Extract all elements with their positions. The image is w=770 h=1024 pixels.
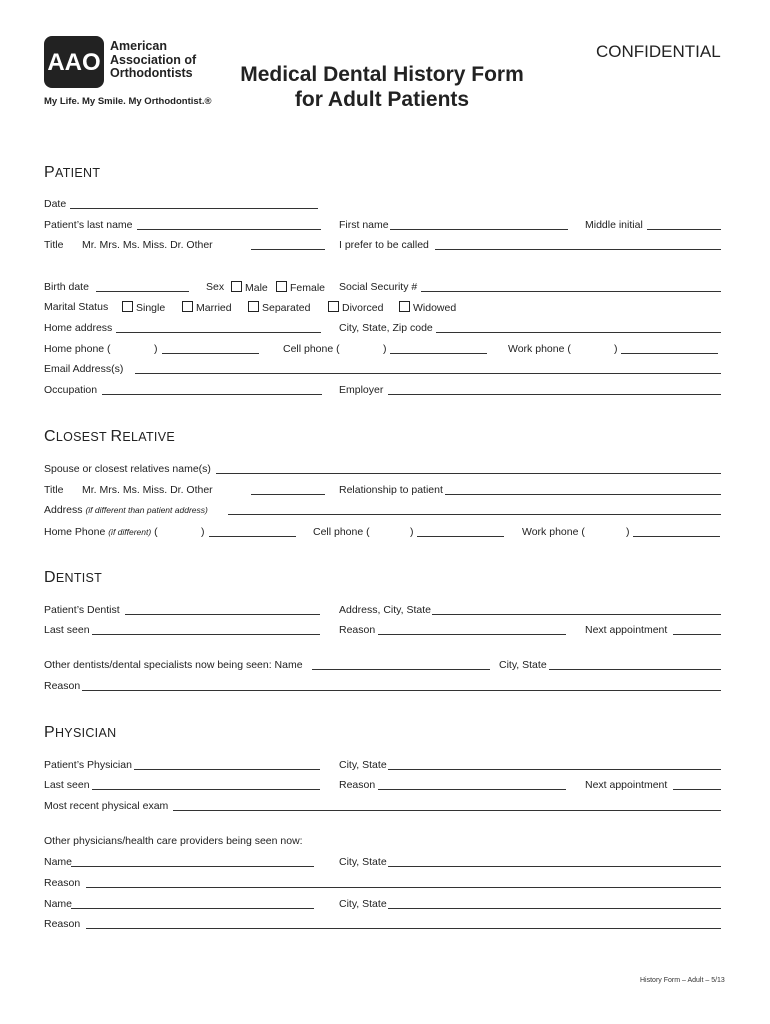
checkbox-icon[interactable] xyxy=(276,281,287,292)
work-phone-label: Work phone ( xyxy=(508,343,571,355)
provider2-reason-label: Reason xyxy=(44,918,81,930)
occupation-label: Occupation xyxy=(44,384,98,396)
work-phone-field[interactable] xyxy=(621,353,718,354)
recent-exam-label: Most recent physical exam xyxy=(44,800,169,812)
checkbox-icon[interactable] xyxy=(399,301,410,312)
city-state-zip-label: City, State, Zip code xyxy=(339,322,433,334)
first-name-field[interactable] xyxy=(390,229,568,230)
spouse-field[interactable] xyxy=(216,473,721,474)
spouse-label: Spouse or closest relatives name(s) xyxy=(44,463,211,475)
dentist-next-appt-field[interactable] xyxy=(673,634,721,635)
provider2-city-field[interactable] xyxy=(388,908,721,909)
provider2-reason-field[interactable] xyxy=(86,928,721,929)
other-dentists-city-label: City, State xyxy=(499,659,547,671)
physician-last-seen-field[interactable] xyxy=(92,789,320,790)
cell-phone-field[interactable] xyxy=(390,353,487,354)
provider1-city-field[interactable] xyxy=(388,866,721,867)
relative-work-phone-field[interactable] xyxy=(633,536,720,537)
relative-address-field[interactable] xyxy=(228,514,721,515)
other-dentists-city-field[interactable] xyxy=(549,669,721,670)
last-name-label: Patient’s last name xyxy=(44,219,133,231)
aao-logo-icon xyxy=(44,36,104,88)
occupation-field[interactable] xyxy=(102,394,322,395)
prefer-label: I prefer to be called xyxy=(339,239,429,251)
prefer-field[interactable] xyxy=(435,249,721,250)
cell-phone-label: Cell phone ( xyxy=(283,343,340,355)
city-state-zip-field[interactable] xyxy=(436,332,721,333)
tagline: My Life. My Smile. My Orthodontist.® xyxy=(44,96,212,107)
marital-single-option[interactable]: Single xyxy=(122,301,165,314)
other-providers-label: Other physicians/health care providers being seen now: xyxy=(44,835,303,847)
other-dentists-reason-label: Reason xyxy=(44,680,81,692)
physician-last-seen-label: Last seen xyxy=(44,779,90,791)
other-dentists-reason-field[interactable] xyxy=(82,690,721,691)
physician-city-label: City, State xyxy=(339,759,387,771)
section-patient-heading: PATIENT xyxy=(44,164,101,181)
home-address-label: Home address xyxy=(44,322,113,334)
ssn-field[interactable] xyxy=(421,291,721,292)
other-dentists-field[interactable] xyxy=(312,669,490,670)
provider1-city-label: City, State xyxy=(339,856,387,868)
physician-next-appt-field[interactable] xyxy=(673,789,721,790)
relative-cell-phone-field[interactable] xyxy=(417,536,504,537)
birth-date-field[interactable] xyxy=(96,291,189,292)
relative-home-phone-label: Home Phone (if different) ( xyxy=(44,526,158,538)
paren-close: ) xyxy=(383,343,387,355)
paren-close: ) xyxy=(626,526,630,538)
paren-close: ) xyxy=(410,526,414,538)
home-phone-field[interactable] xyxy=(162,353,259,354)
section-relative-heading: CLOSEST RELATIVE xyxy=(44,428,175,445)
provider2-city-label: City, State xyxy=(339,898,387,910)
recent-exam-field[interactable] xyxy=(173,810,721,811)
relative-home-phone-field[interactable] xyxy=(209,536,296,537)
dentist-address-label: Address, City, State xyxy=(339,604,432,616)
marital-widowed-option[interactable]: Widowed xyxy=(399,301,456,314)
title-options: Mr. Mrs. Ms. Miss. Dr. Other xyxy=(82,239,213,251)
checkbox-icon[interactable] xyxy=(122,301,133,312)
relationship-field[interactable] xyxy=(445,494,721,495)
marital-label: Marital Status xyxy=(44,301,109,313)
relative-address-label: Address (if different than patient address) xyxy=(44,504,208,516)
relative-cell-phone-label: Cell phone ( xyxy=(313,526,370,538)
section-dentist-heading: DENTIST xyxy=(44,569,103,586)
provider1-reason-label: Reason xyxy=(44,877,81,889)
checkbox-icon[interactable] xyxy=(182,301,193,312)
dentist-last-seen-field[interactable] xyxy=(92,634,320,635)
last-name-field[interactable] xyxy=(137,229,321,230)
employer-label: Employer xyxy=(339,384,384,396)
logo-text: American Association of Orthodontists xyxy=(110,39,197,80)
home-address-field[interactable] xyxy=(116,332,321,333)
title-label: Title xyxy=(44,239,64,251)
email-label: Email Address(s) xyxy=(44,363,124,375)
physician-next-appt-label: Next appointment xyxy=(585,779,668,791)
birth-date-label: Birth date xyxy=(44,281,89,293)
dentist-next-appt-label: Next appointment xyxy=(585,624,668,636)
relative-title-other-field[interactable] xyxy=(251,494,325,495)
relative-work-phone-label: Work phone ( xyxy=(522,526,585,538)
sex-male-option[interactable]: Male xyxy=(231,281,268,294)
dentist-last-seen-label: Last seen xyxy=(44,624,90,636)
checkbox-icon[interactable] xyxy=(328,301,339,312)
date-label: Date xyxy=(44,198,67,210)
confidential-label: CONFIDENTIAL xyxy=(596,42,721,61)
provider2-name-label: Name xyxy=(44,898,73,910)
marital-separated-option[interactable]: Separated xyxy=(248,301,310,314)
footer-text: History Form – Adult – 5/13 xyxy=(640,977,725,984)
physician-city-field[interactable] xyxy=(388,769,721,770)
relative-title-label: Title xyxy=(44,484,64,496)
paren-close: ) xyxy=(154,343,158,355)
home-phone-label: Home phone ( xyxy=(44,343,111,355)
middle-initial-label: Middle initial xyxy=(585,219,643,231)
patients-physician-label: Patient’s Physician xyxy=(44,759,132,771)
provider1-name-field[interactable] xyxy=(71,866,314,867)
provider1-reason-field[interactable] xyxy=(86,887,721,888)
other-dentists-label: Other dentists/dental specialists now being seen: Name xyxy=(44,659,303,671)
dentist-reason-label: Reason xyxy=(339,624,376,636)
provider2-name-field[interactable] xyxy=(71,908,314,909)
patients-physician-field[interactable] xyxy=(134,769,320,770)
patients-dentist-field[interactable] xyxy=(125,614,320,615)
provider1-name-label: Name xyxy=(44,856,73,868)
first-name-label: First name xyxy=(339,219,389,231)
dentist-address-field[interactable] xyxy=(432,614,721,615)
marital-divorced-option[interactable]: Divorced xyxy=(328,301,383,314)
paren-close: ) xyxy=(614,343,618,355)
patients-dentist-label: Patient’s Dentist xyxy=(44,604,120,616)
page-title: Medical Dental History Form for Adult Patients xyxy=(240,63,524,111)
paren-close: ) xyxy=(201,526,205,538)
date-field[interactable] xyxy=(70,208,318,209)
marital-married-option[interactable]: Married xyxy=(182,301,232,314)
svg-text:AAO: AAO xyxy=(47,49,101,76)
relative-title-options: Mr. Mrs. Ms. Miss. Dr. Other xyxy=(82,484,213,496)
relationship-label: Relationship to patient xyxy=(339,484,443,496)
section-physician-heading: PHYSICIAN xyxy=(44,724,117,741)
sex-female-option[interactable]: Female xyxy=(276,281,325,294)
title-other-field[interactable] xyxy=(251,249,325,250)
middle-initial-field[interactable] xyxy=(647,229,721,230)
checkbox-icon[interactable] xyxy=(231,281,242,292)
employer-field[interactable] xyxy=(388,394,721,395)
sex-label: Sex xyxy=(206,281,225,293)
ssn-label: Social Security # xyxy=(339,281,418,293)
physician-reason-field[interactable] xyxy=(378,789,566,790)
dentist-reason-field[interactable] xyxy=(378,634,566,635)
email-field[interactable] xyxy=(135,373,721,374)
physician-reason-label: Reason xyxy=(339,779,376,791)
checkbox-icon[interactable] xyxy=(248,301,259,312)
